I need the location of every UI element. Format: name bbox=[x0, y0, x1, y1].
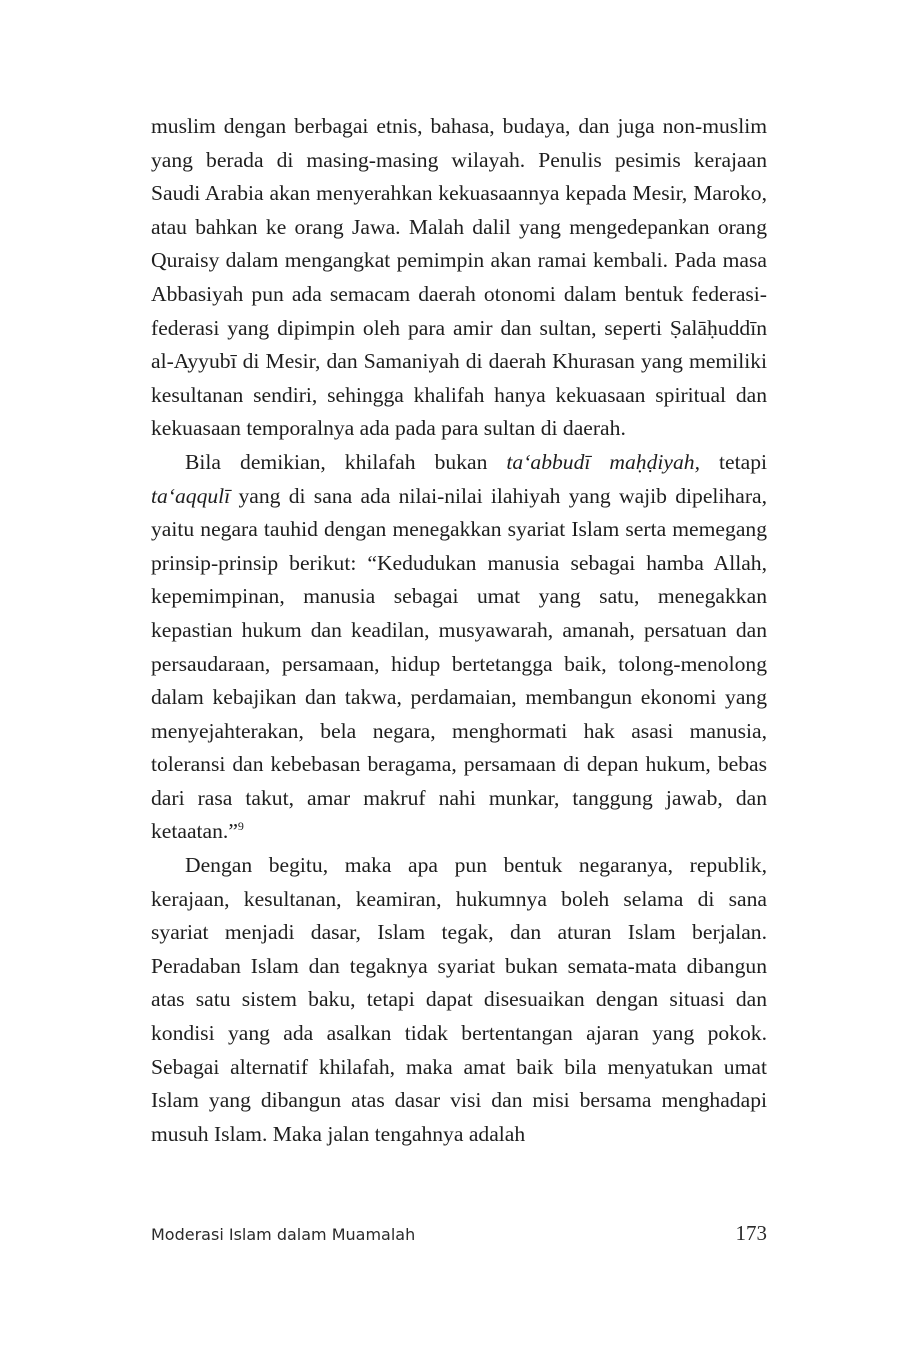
running-title: Moderasi Islam dalam Muamalah bbox=[151, 1225, 416, 1244]
paragraph bbox=[151, 110, 767, 446]
text-run: yang di sana ada nilai-nilai ilahiyah yang wajib dipelihara, yaitu negara tauhid dengan menegakkan syariat Islam serta memegang prinsip-prinsip berikut: “Kedudukan manusia sebagai hamba Allah, kepemimpinan, manusia sebagai umat yang satu, menegakkan kepastian hukum dan keadilan, musyawarah, amanah, persatuan dan persaudaraan, persamaan, hidup bertetangga baik, tolong-menolong dalam kebajikan dan takwa, perdamaian, membangun ekonomi yang menyejahterakan, bela negara, menghormati hak asasi manusia, toleransi dan kebebasan beragama, persamaan di depan hukum, bebas dari rasa takut, amar makruf nahi munkar, tanggung jawab, dan ketaatan.” bbox=[151, 483, 767, 844]
italic-term: ta‘abbudī maḥḍiyah, bbox=[506, 449, 700, 474]
text-run: tetapi bbox=[699, 449, 767, 474]
text-run: Bila demikian, khilafah bukan bbox=[185, 449, 507, 474]
body-text bbox=[151, 110, 767, 1151]
text-run: Dengan begitu, maka apa pun bentuk negaranya, republik, kerajaan, kesultanan, keamiran, hukumnya boleh selama di sana syariat menjadi dasar, Islam tegak, dan aturan Islam berjalan. Peradaban Islam dan tegaknya syariat bukan semata-mata dibangun atas satu sistem baku, tetapi dapat disesuaikan dengan situasi dan kondisi yang ada asalkan tidak bertentangan ajaran yang pokok. Sebagai alternatif khilafah, maka amat baik bila menyatukan umat Islam yang dibangun atas dasar visi dan misi bersama menghadapi musuh Islam. Maka jalan tengahnya adalah bbox=[151, 853, 767, 1146]
page-number: 173 bbox=[735, 1221, 767, 1245]
page-footer bbox=[151, 1221, 767, 1251]
paragraph bbox=[151, 849, 767, 1151]
text-run: muslim dengan berbagai etnis, bahasa, budaya, dan juga non-muslim yang berada di masing-masing wilayah. Penulis pesimis kerajaan Saudi Arabia akan menyerahkan kekuasaannya kepada Mesir, Maroko, atau bahkan ke orang Jawa. Malah dalil yang mengedepankan orang Quraisy dalam mengangkat pemimpin akan ramai kembali. Pada masa Abbasiyah pun ada semacam daerah otonomi dalam bentuk federasi-federasi yang dipimpin oleh para amir dan sultan, seperti Ṣalāḥuddīn al-Ayyubī di Mesir, dan Samaniyah di daerah Khurasan yang memiliki kesultanan sendiri, sehingga khalifah hanya kekuasaan spiritual dan kekuasaan temporalnya ada pada para sultan di daerah. bbox=[151, 114, 767, 441]
paragraph bbox=[151, 446, 767, 849]
italic-term: ta‘aqqulī bbox=[151, 483, 231, 508]
footnote-marker: 9 bbox=[237, 819, 244, 834]
